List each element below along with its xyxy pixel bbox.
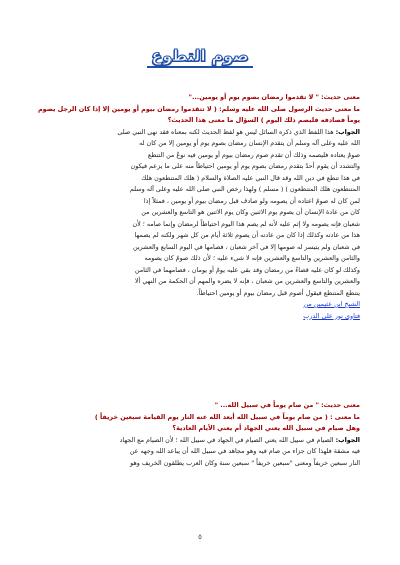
answer-line: هذا من عادته وكذلك إذا كان من عادته أن يصوم ثلاثة أيام من كل شهر ولكنه لم يصمها: [134, 231, 360, 239]
answer-line: المتنطعون هلك المتنطعون ) ( مسلم ) ولهذا رخص النبي صلى الله عليه وعلى آله وسلم: [129, 185, 360, 193]
answer-line: والعشرين والتاسع والعشرين من شعبان ، فإنه لا يضره والمهم أن الحكمة من النهي ألا: [134, 277, 360, 285]
section-2-question-2: وهل صيام في سبيل الله يعني الجهاد أم يعني الأيام العادية؟: [172, 424, 360, 432]
section-2-answer: [38, 435, 360, 470]
answer-line: في هذا تنطع في دين الله وقد قال النبي عليه الصلاة والسلام ( هلك المتنطعون هلك: [141, 173, 360, 182]
section-1: [38, 92, 360, 322]
answer-line: وكذلك لو كان عليه قضاءٌ من رمضان وقد بقي عليه يومٌ أو يومان ، فصامهما في الثامن: [134, 265, 360, 274]
page-title: صوم التطوع: [147, 46, 252, 68]
answer-line: والثامن والعشرين والتاسع والعشرين فإنه لا شيء عليه ؛ لأن ذلك صومٌ كان يصومه: [144, 254, 360, 262]
section-1-answer: [38, 127, 360, 300]
answer-line: شعبان فإنه يصومه ولا إثم عليه لأنه لم يصم هذا اليوم احتياطاً لرمضان وإنما صامه ؛ لأن: [132, 219, 360, 228]
answer-line: صومٌ يعتاده فليصمه وذلك أن تقدم صوم رمضان بيوم أو يومين فيه نوعٌ من التنطع: [147, 150, 360, 159]
section-1-source-line-2[interactable]: [38, 311, 360, 323]
page-number: ٥: [198, 533, 202, 541]
source-link-prefix[interactable]: الشيخ ابن عثيمين من: [303, 300, 360, 308]
section-1-source[interactable]: [38, 299, 360, 311]
answer-line: كان من عادة الإنسان أن يصوم يوم الاثنين وكان يوم الاثنين هو التاسع والعشرين من: [141, 208, 360, 216]
answer-line: النار سبعين خريفاً ومعنى "سبعين خريفاً " سبعين سنة وكان العرب يطلقون الخريف وهو: [130, 458, 360, 467]
answer-line: الجواب: هذا اللفظ الذي ذكره السائل ليس هو لفظ الحديث لكنه بمعناه فقد نهى النبي صلى: [117, 127, 360, 136]
section-2-question-1: ما معنى : ( من صام يوماً في سبيل الله أبعد الله عنه النار يوم القيامة سبعين خريفاً ): [94, 412, 360, 421]
answer-line: يتنطع المتنطع فيقول أصوم قبل رمضان بيوم أو يومين احتياطاً.: [196, 288, 360, 297]
source-link-suffix[interactable]: فتاوى نور على الدرب: [303, 311, 360, 320]
section-1-heading: معنى حديث: " لا تقدموا رمضان بصوم يوم أو يومين...": [188, 93, 360, 101]
answer-line: فيه مشقة فلهذا كان جزاء من صام فيه وهو مجاهد في سبيل الله أن يباعد الله وجهه عن: [129, 447, 360, 455]
title-wrap: [0, 46, 400, 68]
section-2-heading: معنى حديث: " من صام يوماً في سبيل الله... ": [214, 401, 360, 409]
answer-line: الجواب: الصيام في سبيل الله يعني الصيام في الجهاد في سبيل الله ؛ لأن الصيام مع الجهاد: [119, 435, 360, 444]
section-2: [38, 400, 360, 469]
section-1-question: ما معنى حديث الرسول صلى الله عليه وسلم: ( لا تتقدموا رمضان بيوم أو يومين إلا إذا كان الرجل يصوم يوماً فصادفه فليصم ذلك اليوم ) السؤال ما معنى هذا الحديث؟: [38, 104, 360, 124]
answer-line: والتشدد أن يقوم أحدٌ بتقدم رمضان بصوم يوم أو يومين احتياطاً منه على ما يزعم فيكون: [130, 162, 360, 170]
answer-line: لمن كان له صومٌ اعتاده أن يصومه ولو صادف قبل رمضان بيوم أو يومين ، فمثلاً إذا: [143, 196, 360, 205]
answer-line: الله عليه وعلى آله وسلم أن يتقدم الإنسان رمضان بصوم يوم أو يومين إلا من كان له: [139, 139, 360, 147]
answer-line: في شعبان ولم يتيسر له صومها إلا في آخر شعبان ، فصامها في اليوم السابع والعشرين: [132, 242, 360, 251]
